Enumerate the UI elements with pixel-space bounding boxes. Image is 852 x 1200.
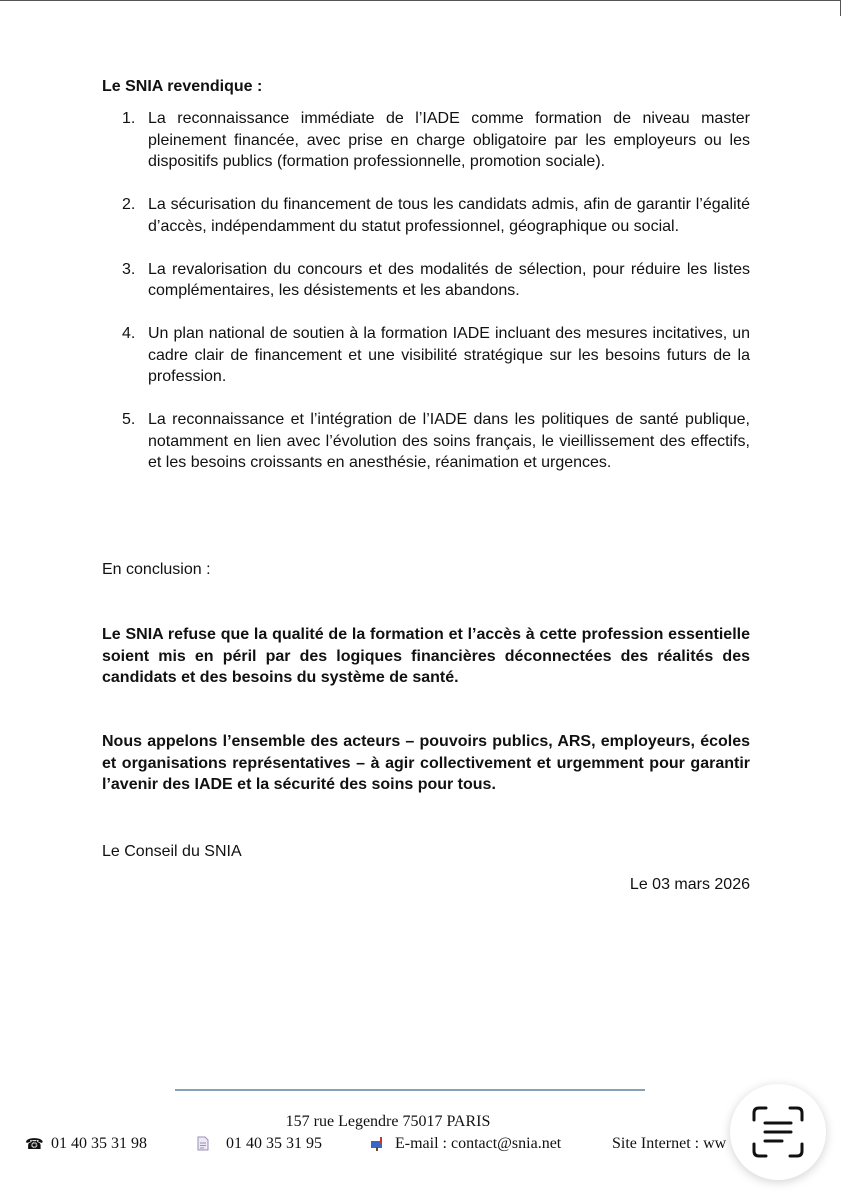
fax-icon	[197, 1136, 209, 1156]
list-item: 4. Un plan national de soutien à la formation IADE incluant des mesures incitatives, un cadre clair de financement et une visibilité stratégique sur les besoins futurs de la profession.	[122, 325, 750, 385]
list-item: 1. La reconnaissance immédiate de l’IADE comme formation de niveau master pleinement financée, avec prise en charge obligatoire par les employeurs ou les dispositifs publics (formation professionnelle, promotion sociale).	[122, 110, 750, 170]
footer-divider	[175, 1089, 645, 1091]
footer-email: E-mail : contact@snia.net	[395, 1135, 562, 1152]
conclusion-label: En conclusion :	[102, 561, 211, 578]
text-scan-icon	[750, 1104, 806, 1160]
phone-icon: ☎	[25, 1137, 44, 1153]
appeal-paragraph: Nous appelons l’ensemble des acteurs – pouvoirs publics, ARS, employeurs, écoles et organisations représentatives – à agir collectivement et urgemment pour garantir l’avenir des IADE et la sécurité des soins pour tous.	[102, 733, 750, 793]
list-item: 2. La sécurisation du financement de tous les candidats admis, afin de garantir l’égalité d’accès, indépendamment du statut professionnel, géographique ou social.	[122, 196, 750, 235]
footer-phone: 01 40 35 31 98	[51, 1135, 147, 1152]
page-corner-border	[840, 0, 841, 16]
signature: Le Conseil du SNIA	[102, 843, 242, 860]
page-top-border	[0, 0, 840, 1]
demands-heading: Le SNIA revendique :	[102, 78, 263, 95]
list-item: 3. La revalorisation du concours et des modalités de sélection, pour réduire les listes complémentaires, les désistements et les abandons.	[122, 260, 750, 299]
demand-text: La reconnaissance et l’intégration de l’IADE dans les politiques de santé publique, notamment en lien avec l’évolution des soins français, le vieillissement des effectifs, et les besoins croissants en anesthésie, réanimation et urgences.	[148, 411, 750, 471]
text-scan-button[interactable]	[730, 1084, 826, 1180]
demand-text: La sécurisation du financement de tous les candidats admis, afin de garantir l’égalité d’accès, indépendamment du statut professionnel, géographique ou social.	[148, 196, 750, 235]
conclusion-paragraph: Le SNIA refuse que la qualité de la formation et l’accès à cette profession essentielle soient mis en péril par des logiques financières déconnectées des réalités des candidats et des besoins du système de santé.	[102, 626, 750, 686]
demand-text: Un plan national de soutien à la formation IADE incluant des mesures incitatives, un cadre clair de financement et une visibilité stratégique sur les besoins futurs de la profession.	[148, 325, 750, 385]
demand-text: La reconnaissance immédiate de l’IADE comme formation de niveau master pleinement financée, avec prise en charge obligatoire par les employeurs ou les dispositifs publics (formation professionnelle, promotion sociale).	[148, 110, 750, 170]
mailbox-icon	[370, 1136, 386, 1156]
demands-list	[102, 108, 750, 495]
footer-fax: 01 40 35 31 95	[226, 1135, 322, 1152]
demand-text: La revalorisation du concours et des modalités de sélection, pour réduire les listes complémentaires, les désistements et les abandons.	[148, 260, 750, 299]
footer-website: Site Internet : ww	[612, 1135, 727, 1152]
document-date: Le 03 mars 2026	[629, 876, 750, 893]
footer-address: 157 rue Legendre 75017 PARIS	[285, 1113, 491, 1130]
list-item: 5. La reconnaissance et l’intégration de l’IADE dans les politiques de santé publique, notamment en lien avec l’évolution des soins français, le vieillissement des effectifs, et les besoins croissants en anesthésie, réanimation et urgences.	[122, 411, 750, 471]
